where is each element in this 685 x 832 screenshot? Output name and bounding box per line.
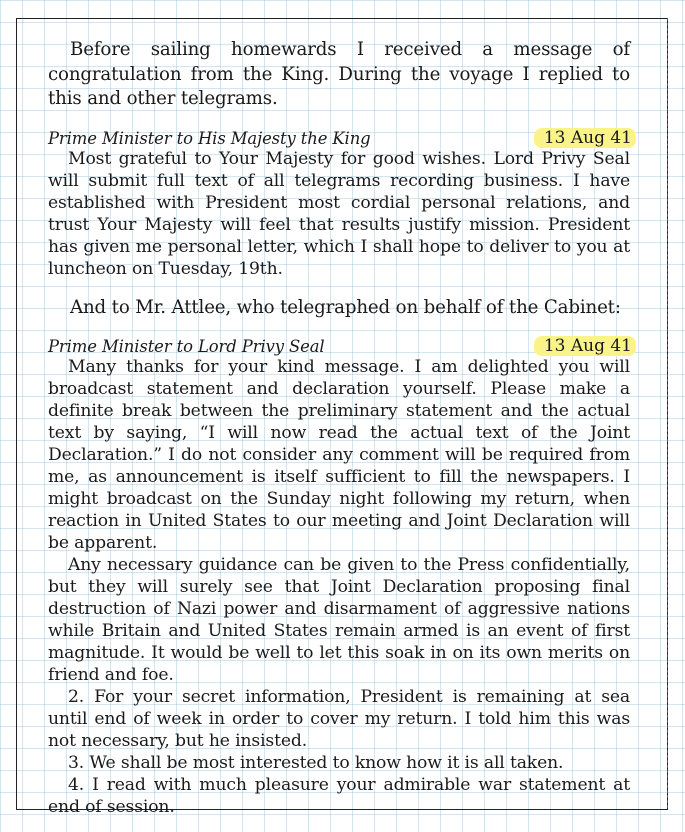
telegram-2-paragraph: 4. I read with much pleasure your admirable war statement at end of session. xyxy=(48,775,630,817)
telegram-2-heading-row xyxy=(48,334,630,356)
telegram-2-date: 13 Aug 41 xyxy=(534,336,636,356)
telegram-2-paragraph: Any necessary guidance can be given to the Press confidentially, but they will surely see that Joint Declaration proposing final destruction of Nazi power and disarmament of aggressive nations while Britain and United States remain armed is an event of first magnitude. It would be well to let this soak in on its own merits on friend and foe. xyxy=(48,555,630,685)
telegram-2-paragraph: 2. For your secret information, President is remaining at sea until end of week in order to cover my return. I told him this was not necessary, but he insisted. xyxy=(48,687,630,751)
telegram-2-paragraph: Many thanks for your kind message. I am delighted you will broadcast statement and declaration yourself. Please make a definite break between the preliminary statement and the actual text by saying, “I will now read the actual text of the Joint Declaration.” I do not consider any comment will be required from me, as announcement is itself sufficient to fill the newspapers. I might broadcast on the Sunday night following my return, when reaction in United States to our meeting and Joint Declaration will be apparent. xyxy=(48,357,630,553)
telegram-2-heading: Prime Minister to Lord Privy Seal xyxy=(48,337,325,356)
page-edge-perforation xyxy=(667,18,669,808)
transition-paragraph: And to Mr. Attlee, who telegraphed on behalf of the Cabinet: xyxy=(70,296,621,318)
telegram-1-body: Most grateful to Your Majesty for good wishes. Lord Privy Seal will submit full text of all telegrams recording business. I have established with President most cordial personal relations, and trust Your Majesty will feel that results justify mission. President has given me personal letter, which I shall hope to deliver to you at luncheon on Tuesday, 19th. xyxy=(48,148,630,279)
intro-paragraph: Before sailing homewards I received a message of congratulation from the King. During the voyage I replied to this and other telegrams. xyxy=(48,39,630,109)
telegram-1-heading-row xyxy=(48,126,630,148)
telegram-1-heading: Prime Minister to His Majesty the King xyxy=(48,128,371,148)
telegram-1-date: 13 Aug 41 xyxy=(534,128,636,148)
telegram-2-paragraph: 3. We shall be most interested to know how it is all taken. xyxy=(68,753,564,773)
document-content xyxy=(48,38,630,818)
